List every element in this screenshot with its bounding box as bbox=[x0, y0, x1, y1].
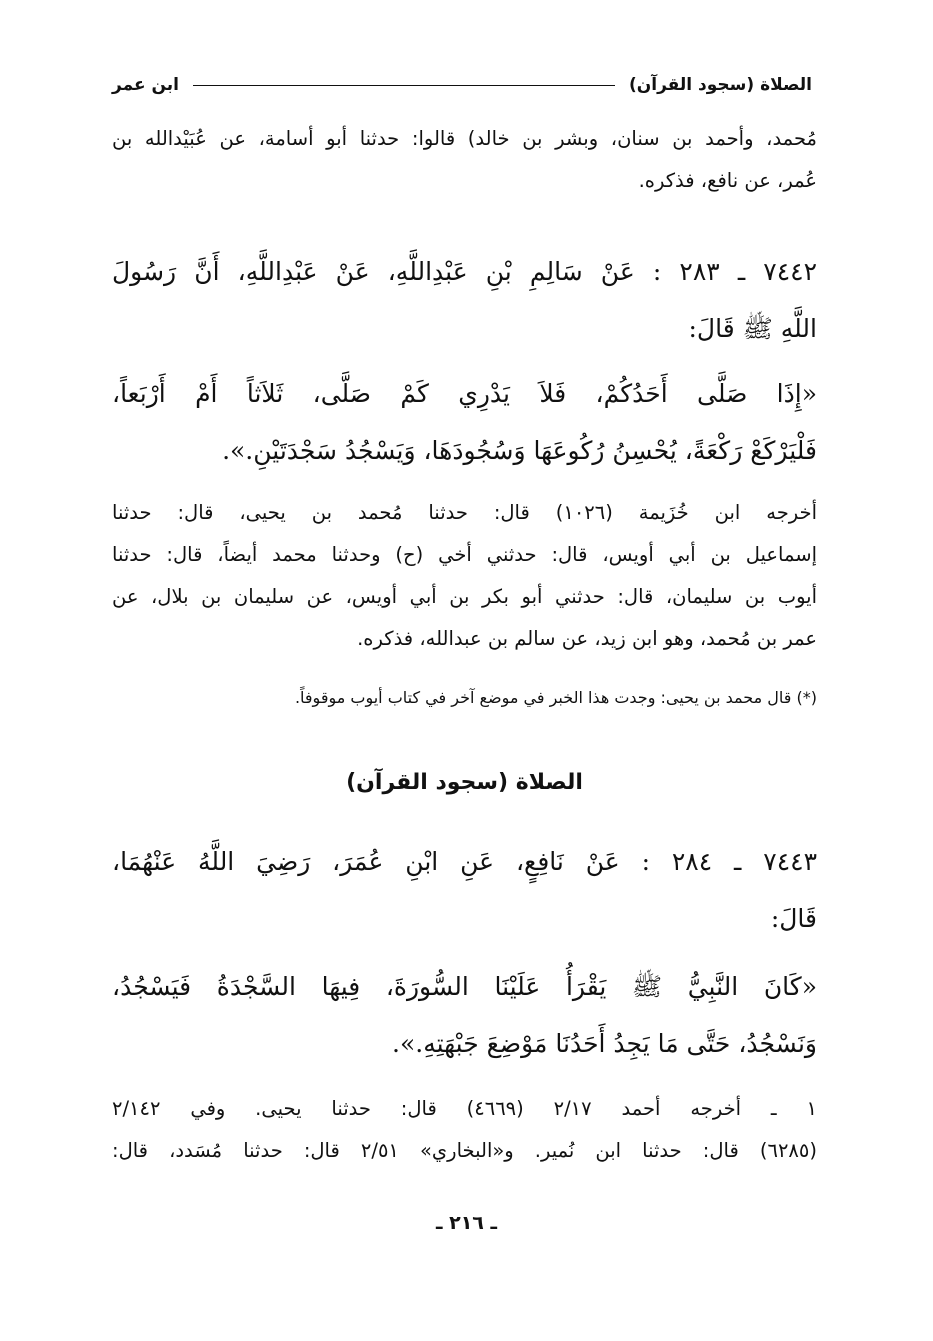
hadith-line: اللَّهِ ﷺ قَالَ: bbox=[688, 314, 817, 343]
header-chapter-title: الصلاة (سجود القرآن) bbox=[629, 75, 812, 95]
hadith-7443-heading bbox=[112, 833, 817, 947]
hadith-7442-heading bbox=[112, 243, 817, 357]
text-line: عُمر، عن نافع، فذكره. bbox=[638, 169, 817, 192]
hadith-line: قَالَ: bbox=[770, 904, 817, 933]
hadith-7443-matn bbox=[112, 958, 817, 1072]
takhrij-line: أيوب بن سليمان، قال: حدثني أبو بكر بن أبي أويس، عن سليمان بن بلال، عن bbox=[112, 585, 817, 608]
takhrij-line: ١ ـ أخرجه أحمد ٢/١٧ (٤٦٦٩) قال: حدثنا يحيى. وفي ٢/١٤٢ bbox=[112, 1097, 817, 1120]
takhrij-line: عمر بن مُحمد، وهو ابن زيد، عن سالم بن عبدالله، فذكره. bbox=[357, 627, 817, 650]
header-narrator: ابن عمر bbox=[112, 75, 180, 95]
matn-line: «إِذَا صَلَّى أَحَدُكُمْ، فَلاَ يَدْرِي كَمْ صَلَّى، ثَلاَثاً أَمْ أَرْبَعاً، bbox=[112, 379, 817, 408]
takhrij-line: إسماعيل بن أبي أويس، قال: حدثني أخي (ح) وحدثنا محمد أيضاً، قال: حدثنا bbox=[112, 543, 817, 566]
hadith-7442-matn bbox=[112, 365, 817, 479]
section-title: الصلاة (سجود القرآن) bbox=[346, 770, 583, 795]
page-number: ـ ٢١٦ ـ bbox=[435, 1212, 497, 1234]
takhrij-line: أخرجه ابن خُزَيمة (١٠٢٦) قال: حدثنا مُحمد بن يحيى، قال: حدثنا bbox=[112, 501, 817, 524]
footnote-text: (*) قال محمد بن يحيى: وجدت هذا الخبر في موضع آخر في كتاب أيوب موقوفاً. bbox=[294, 688, 817, 707]
hadith-line: ٧٤٤٢ ـ ٢٨٣ : عَنْ سَالِمِ بْنِ عَبْدِاللَّهِ، عَنْ عَبْدِاللَّهِ، أَنَّ رَسُولَ bbox=[112, 257, 818, 286]
text-line: مُحمد، وأحمد بن سنان، وبشر بن خالد) قالوا: حدثنا أبو أسامة، عن عُبَيْدالله بن bbox=[112, 127, 817, 150]
hadith-line: ٧٤٤٣ ـ ٢٨٤ : عَنْ نَافِعٍ، عَنِ ابْنِ عُمَرَ، رَضِيَ اللَّهُ عَنْهُمَا، bbox=[112, 847, 817, 876]
matn-line: فَلْيَرْكَعْ رَكْعَةً، يُحْسِنُ رُكُوعَهَا وَسُجُودَهَا، وَيَسْجُدُ سَجْدَتَيْنِ.». bbox=[222, 436, 817, 465]
matn-line: وَنَسْجُدُ، حَتَّى مَا يَجِدُ أَحَدُنَا مَوْضِعَ جَبْهَتِهِ.». bbox=[392, 1029, 817, 1058]
hadith-7442-takhrij bbox=[112, 492, 817, 660]
star-footnote bbox=[112, 684, 817, 712]
takhrij-line: (٦٢٨٥) قال: حدثنا ابن نُمير. و«البخاري» ٢/٥١ قال: حدثنا مُسَدد، قال: bbox=[112, 1139, 817, 1162]
running-header bbox=[112, 70, 812, 100]
matn-line: «كَانَ النَّبِيُّ ﷺ يَقْرَأُ عَلَيْنَا السُّورَةَ، فِيهَا السَّجْدَةُ فَيَسْجُدُ، bbox=[112, 972, 817, 1001]
header-rule bbox=[193, 85, 615, 86]
hadith-7443-takhrij bbox=[112, 1088, 817, 1172]
continued-isnad-text bbox=[112, 118, 817, 202]
